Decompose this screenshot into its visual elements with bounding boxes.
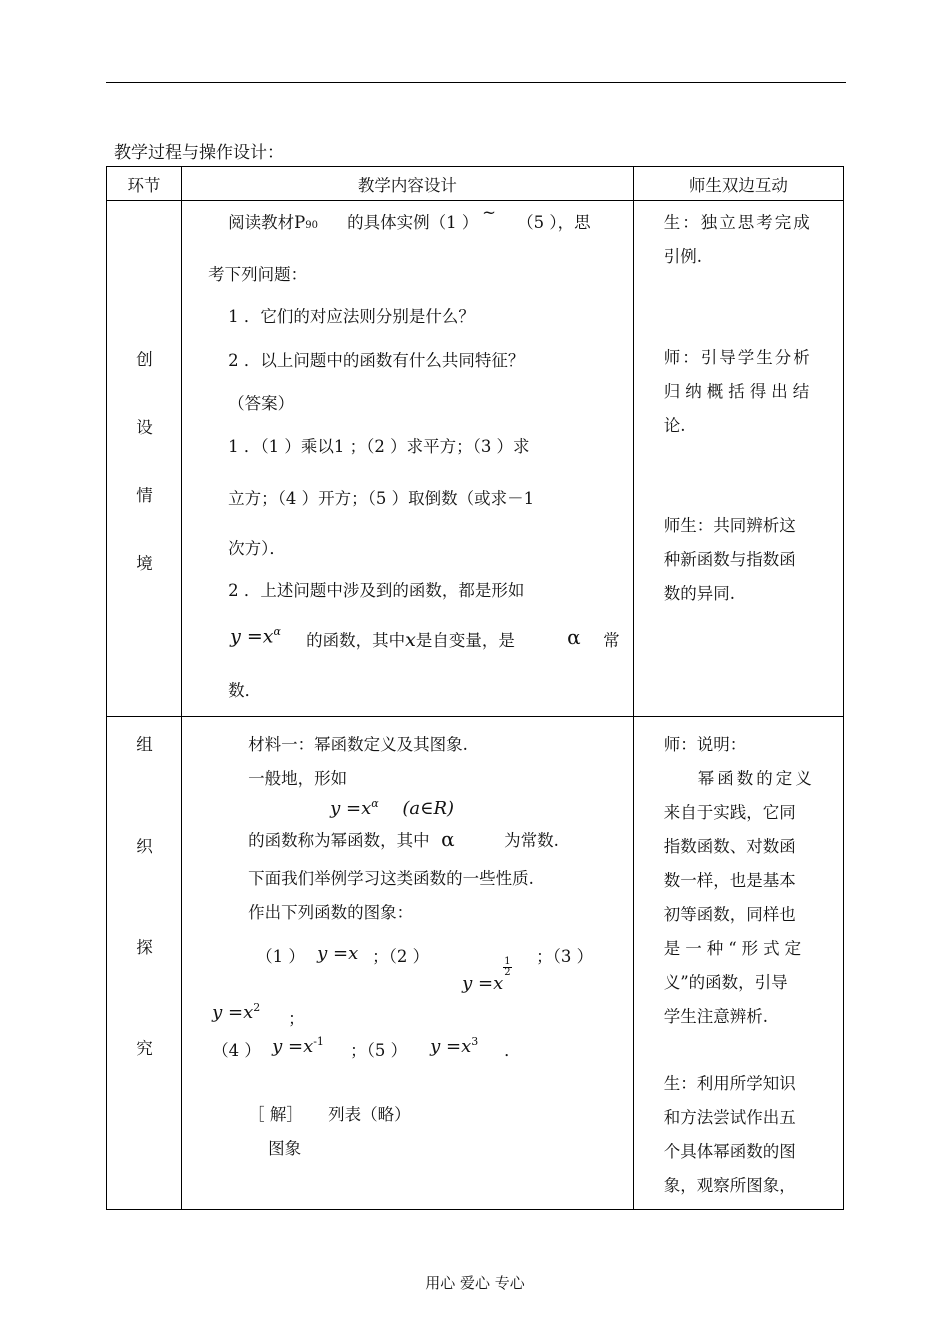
solution-label: ［ 解］ xyxy=(248,1105,303,1124)
interaction-line: 种新函数与指数函 xyxy=(663,550,796,569)
example-formula-5: $y =x^3$ xyxy=(430,1035,479,1057)
stage-char: 组 xyxy=(136,735,153,754)
content-cell-2 xyxy=(182,717,634,1210)
table-row xyxy=(107,201,844,717)
interaction-line: 师生：共同辨析这 xyxy=(663,516,796,535)
interaction-line: 指数函数、对数函 xyxy=(663,837,796,856)
interaction-line: 数一样，也是基本 xyxy=(663,871,796,890)
answer-line: 立方；（4 ）开方；（5 ）取倒数（或求－1 xyxy=(228,489,535,508)
content-line: 为常数. xyxy=(504,831,559,850)
interaction-line: 个具体幂函数的图 xyxy=(663,1142,796,1161)
interaction-line: 义”的函数，引导 xyxy=(663,973,788,992)
interaction-line: 数的异同. xyxy=(663,584,735,603)
material-title: 材料一：幂函数定义及其图象. xyxy=(248,735,468,754)
solution-text: 图象 xyxy=(268,1139,302,1158)
example-formula-1: y =x xyxy=(317,943,359,964)
header-interaction: 师生双边互动 xyxy=(633,167,843,201)
example-formula-2: y =x $\frac{1}{2}$ xyxy=(462,956,511,994)
example-label: ． xyxy=(504,1041,521,1060)
interaction-line: 和方法尝试作出五 xyxy=(663,1108,796,1127)
content-line: 一般地，形如 xyxy=(248,769,348,788)
stage-cell-2 xyxy=(107,717,182,1210)
content-line: 阅读教材P90 xyxy=(228,213,318,232)
page-footer: 用心 爱心 专心 xyxy=(425,1274,525,1292)
content-line: ~ xyxy=(482,203,496,222)
content-cell-1 xyxy=(182,201,634,717)
answer-line: 2 ．上述问题中涉及到的函数，都是形如 xyxy=(228,581,525,600)
interaction-line: 初等函数，同样也 xyxy=(663,905,796,924)
example-label: ；（2 ） xyxy=(372,947,430,966)
alpha-symbol: α xyxy=(567,625,581,649)
example-formula-4: $y =x^{-1}$ xyxy=(272,1035,324,1057)
stage-char: 织 xyxy=(136,837,153,856)
definition-formula: $y =x^\alpha$ (a∈R) xyxy=(330,797,455,819)
stage-char: 设 xyxy=(136,418,153,437)
example-label: （4 ） xyxy=(212,1041,261,1060)
solution-text: 列表（略） xyxy=(328,1105,411,1124)
stage-char: 探 xyxy=(136,938,153,957)
question-1: 1 ．它们的对应法则分别是什么？ xyxy=(228,307,475,326)
stage-char: 情 xyxy=(136,486,153,505)
answer-heading: （答案） xyxy=(228,394,295,413)
content-line: 的函数称为幂函数，其中 xyxy=(248,831,430,850)
content-line: 常 xyxy=(603,631,620,650)
interaction-line: 归纳概括得出结 xyxy=(663,382,815,401)
interaction-line: 师：说明： xyxy=(663,735,747,754)
header-rule xyxy=(106,82,846,83)
answer-line: 次方）． xyxy=(228,539,286,558)
interaction-cell-1 xyxy=(633,201,843,717)
stage-cell-1 xyxy=(107,201,182,717)
question-2: 2 ．以上问题中的函数有什么共同特征？ xyxy=(228,351,525,370)
content-line: 下面我们举例学习这类函数的一些性质. xyxy=(248,869,534,888)
interaction-line: 论. xyxy=(663,416,686,435)
example-label: ；（5 ） xyxy=(350,1041,408,1060)
example-label: （1 ） xyxy=(256,947,305,966)
header-content: 教学内容设计 xyxy=(182,167,634,201)
section-caption: 教学过程与操作设计： xyxy=(114,143,284,163)
example-label: ；（3 ） xyxy=(536,947,594,966)
power-formula: $y =x^\alpha$ xyxy=(230,625,281,648)
content-line: 作出下列函数的图象： xyxy=(248,903,414,922)
interaction-line: 幂函数的定义 xyxy=(697,769,815,788)
content-line: 数． xyxy=(228,681,262,700)
interaction-line: 生：利用所学知识 xyxy=(663,1074,796,1093)
answer-line: 1 ．（1 ）乘以1 ；（2 ）求平方；（3 ）求 xyxy=(228,437,530,456)
alpha-symbol: α xyxy=(441,827,455,851)
interaction-cell-2 xyxy=(633,717,843,1210)
interaction-line: 引例. xyxy=(663,247,702,266)
interaction-line: 是一种“形式定 xyxy=(663,939,807,958)
content-line: 的具体实例（1 ） xyxy=(347,213,479,232)
interaction-line: 象，观察所图象， xyxy=(663,1176,796,1195)
content-line: 考下列问题： xyxy=(208,265,308,284)
example-label: ； xyxy=(288,1009,305,1028)
content-line: （5 ），思 xyxy=(517,213,591,232)
interaction-line: 师：引导学生分析 xyxy=(663,348,812,367)
lesson-table xyxy=(106,166,844,1210)
content-line: 的函数，其中x是自变量，是 xyxy=(306,629,515,651)
table-header-row xyxy=(107,167,844,201)
interaction-line: 生：独立思考完成 xyxy=(663,213,812,232)
stage-char: 境 xyxy=(136,554,153,573)
interaction-line: 学生注意辨析. xyxy=(663,1007,768,1026)
header-stage: 环节 xyxy=(107,167,182,201)
table-row xyxy=(107,717,844,1210)
stage-char: 创 xyxy=(136,350,153,369)
stage-char: 究 xyxy=(136,1039,153,1058)
interaction-line: 来自于实践，它同 xyxy=(663,803,796,822)
example-formula-3: $y =x^2$ xyxy=(212,1001,261,1023)
